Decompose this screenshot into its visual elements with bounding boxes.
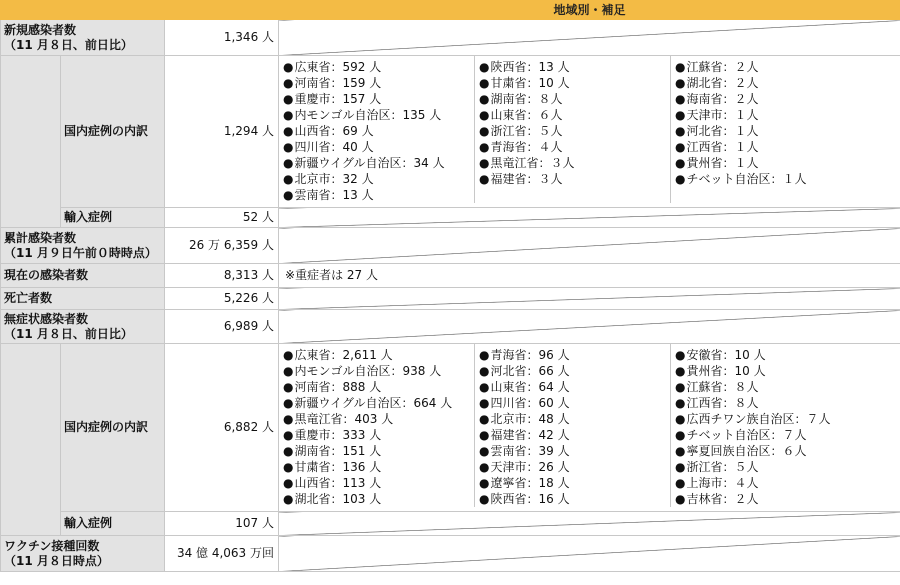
- severe-note: ※重症者は 27 人: [279, 264, 900, 288]
- header-row: [1, 1, 900, 20]
- vaccine-label: ワクチン接種回数 （11 月８日時点）: [1, 536, 165, 572]
- new-domestic-breakdown: [279, 56, 900, 208]
- asymptomatic-value: 6,989 人: [165, 310, 279, 344]
- breakdown-col-1: ● 広東省：2,611 人 ● 内モンゴル自治区：938 人 ● 河南省：888 人 ● 新疆ウイグル自治区：664 人 ● 黒竜江省：403 人 ● 重慶市：333 人 ● 湖南省：151 人 ● 甘粛省：136 人 ● 山西省：113 人 ● 湖北省：103 人: [279, 344, 475, 507]
- deaths-label: 死亡者数: [1, 288, 165, 310]
- asym-imported-value: 107 人: [165, 512, 279, 536]
- asym-domestic-breakdown: [279, 344, 900, 512]
- new-imported-value: 52 人: [165, 208, 279, 228]
- deaths-value: 5,226 人: [165, 288, 279, 310]
- breakdown-col-3: ● 安徽省：10 人 ● 貴州省：10 人 ● 江蘇省：８人 ● 江西省：８人 ● 広西チワン族自治区：７人 ● チベット自治区：７人 ● 寧夏回族自治区：６人 ● 浙江省：５人 ● 上海市：４人 ● 吉林省：２人: [671, 344, 900, 507]
- row-asym-domestic: [1, 344, 900, 512]
- empty-cell: [279, 20, 900, 56]
- row-asym-imported: [1, 512, 900, 536]
- row-new-domestic: [1, 56, 900, 208]
- empty-cell: [279, 310, 900, 344]
- row-new-cases: [1, 20, 900, 56]
- breakdown-col-2: ● 陝西省：13 人 ● 甘粛省：10 人 ● 湖南省：８人 ● 山東省：６人 ● 浙江省：５人 ● 青海省：４人 ● 黒竜江省：３人 ● 福建省：３人: [475, 56, 671, 203]
- empty-cell: [279, 228, 900, 264]
- current-value: 8,313 人: [165, 264, 279, 288]
- row-asymptomatic: [1, 310, 900, 344]
- cumulative-label: 累計感染者数 （11 月９日午前０時時点）: [1, 228, 165, 264]
- new-imported-label: 輸入症例: [61, 208, 165, 228]
- new-domestic-label: 国内症例の内訳: [61, 56, 165, 208]
- empty-cell: [279, 288, 900, 310]
- breakdown-col-1: ● 広東省：592 人 ● 河南省：159 人 ● 重慶市：157 人 ● 内モンゴル自治区：135 人 ● 山西省：69 人 ● 四川省：40 人 ● 新疆ウイグル自治区：34 人 ● 北京市：32 人 ● 雲南省：13 人: [279, 56, 475, 203]
- current-label: 現在の感染者数: [1, 264, 165, 288]
- vaccine-value: 34 億 4,063 万回: [165, 536, 279, 572]
- row-vaccine: [1, 536, 900, 572]
- row-deaths: [1, 288, 900, 310]
- cumulative-value: 26 万 6,359 人: [165, 228, 279, 264]
- row-cumulative: [1, 228, 900, 264]
- row-current: [1, 264, 900, 288]
- row-new-imported: [1, 208, 900, 228]
- asymptomatic-label: 無症状感染者数 （11 月８日、前日比）: [1, 310, 165, 344]
- empty-cell: [279, 536, 900, 572]
- asym-domestic-label: 国内症例の内訳: [61, 344, 165, 512]
- empty-cell: [279, 512, 900, 536]
- breakdown-col-2: ● 青海省：96 人 ● 河北省：66 人 ● 山東省：64 人 ● 四川省：60 人 ● 北京市：48 人 ● 福建省：42 人 ● 雲南省：39 人 ● 天津市：26 人 ● 遼寧省：18 人 ● 陝西省：16 人: [475, 344, 671, 507]
- header-title: 地域別・補足: [279, 1, 900, 20]
- asym-imported-label: 輸入症例: [61, 512, 165, 536]
- new-domestic-value: 1,294 人: [165, 56, 279, 208]
- empty-cell: [279, 208, 900, 228]
- new-cases-label: 新規感染者数 （11 月８日、前日比）: [1, 20, 165, 56]
- breakdown-col-3: ● 江蘇省：２人 ● 湖北省：２人 ● 海南省：２人 ● 天津市：１人 ● 河北省：１人 ● 江西省：１人 ● 貴州省：１人 ● チベット自治区：１人: [671, 56, 900, 203]
- new-cases-value: 1,346 人: [165, 20, 279, 56]
- asym-domestic-value: 6,882 人: [165, 344, 279, 512]
